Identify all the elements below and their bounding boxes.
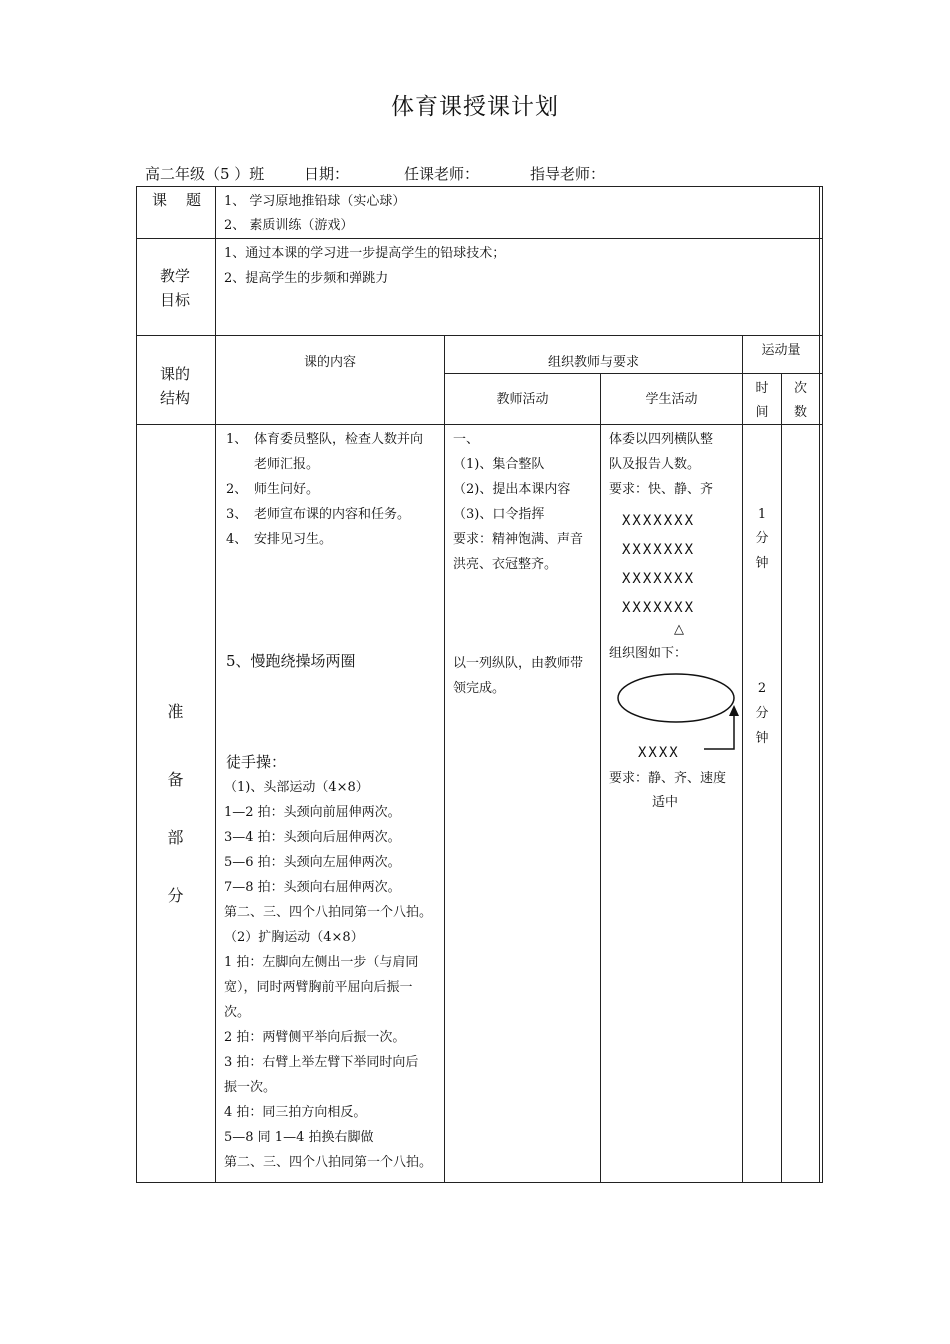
student-activity-block xyxy=(609,427,713,502)
track-oval-icon xyxy=(618,674,734,722)
topic-item-2: 2、 素质训练（游戏） xyxy=(224,218,354,233)
direction-arrow-icon xyxy=(704,715,734,749)
count-header-2: 数 xyxy=(793,405,807,420)
prep-item-4-text: 安排见习生。 xyxy=(254,532,333,547)
teacher-activity-line: （3)、口令指挥 xyxy=(453,507,545,522)
time-header-2: 间 xyxy=(755,405,769,420)
prep-item-3-text: 老师宣布课的内容和任务。 xyxy=(254,507,411,522)
teacher-activity-line: （1)、集合整队 xyxy=(453,457,545,472)
prep-label-char-3: 部 xyxy=(167,828,184,847)
prep-label-char-2: 备 xyxy=(167,770,184,789)
student-activity-header: 学生活动 xyxy=(645,392,698,407)
freehand-line: 3—4 拍：头颈向后屈伸两次。 xyxy=(224,830,401,845)
count-header-1: 次 xyxy=(793,381,807,396)
teacher-activity-line: 洪亮、衣冠整齐。 xyxy=(453,557,558,572)
content-header: 课的内容 xyxy=(303,355,356,370)
goals-label-line-1: 教学 xyxy=(160,267,191,285)
prep-label-char-4: 分 xyxy=(167,886,184,905)
page-title: 体育课授课计划 xyxy=(391,94,559,120)
time-2-unit-a: 分 xyxy=(755,706,769,721)
freehand-line: 3 拍：右臂上举左臂下举同时向后 xyxy=(224,1055,419,1070)
freehand-line: （2）扩胸运动（4×8） xyxy=(224,930,364,945)
time-2-unit-b: 钟 xyxy=(755,731,769,746)
student-activity-line: 要求：快、静、齐 xyxy=(609,482,714,497)
prep-item-1-text: 体育委员整队，检查人数并向 xyxy=(254,432,424,447)
formation-row: XXXXXXX xyxy=(622,571,696,587)
time-1-unit-a: 分 xyxy=(755,531,769,546)
student-req-line-2: 适中 xyxy=(652,795,679,810)
teacher-activity-header: 教师活动 xyxy=(496,392,549,407)
structure-label-line-2: 结构 xyxy=(160,389,191,407)
load-header: 运动量 xyxy=(761,343,801,358)
time-2-value: 2 xyxy=(757,681,767,696)
queue-formation: XXXX xyxy=(638,745,680,761)
org-diagram-label: 组织图如下： xyxy=(609,646,688,661)
formation-row: XXXXXXX xyxy=(622,542,696,558)
freehand-line: 次。 xyxy=(224,1005,251,1020)
goals-label-line-2: 目标 xyxy=(160,291,191,309)
freehand-line: 第二、三、四个八拍同第一个八拍。 xyxy=(224,905,433,920)
date-label: 日期： xyxy=(304,165,350,183)
teacher-label: 任课老师： xyxy=(404,165,480,183)
freehand-line: 4 拍：同三拍方向相反。 xyxy=(224,1105,367,1120)
goal-item-2: 2、提高学生的步频和弹跳力 xyxy=(224,271,389,286)
prep-item-2-text: 师生问好。 xyxy=(254,482,320,497)
guide-teacher-label: 指导老师： xyxy=(530,165,606,183)
freehand-lines xyxy=(224,775,432,1175)
prep-item-1-cont: 老师汇报。 xyxy=(254,457,320,472)
student-activity-line: 体委以四列横队整 xyxy=(609,432,714,447)
org-header: 组织教师与要求 xyxy=(547,355,639,370)
prep-item-4-num: 4、 xyxy=(226,532,248,547)
freehand-title: 徒手操： xyxy=(226,753,287,771)
time-1-unit-b: 钟 xyxy=(755,556,769,571)
time-header-1: 时 xyxy=(755,381,769,396)
jog-item: 5、慢跑绕操场两圈 xyxy=(226,652,356,670)
topic-label-a: 课 xyxy=(152,191,168,209)
student-activity-line: 队及报告人数。 xyxy=(609,457,701,472)
freehand-line: 7—8 拍：头颈向右屈伸两次。 xyxy=(224,880,401,895)
topic-item-1: 1、 学习原地推铅球（实心球） xyxy=(224,194,406,209)
freehand-line: 1—2 拍：头颈向前屈伸两次。 xyxy=(224,805,401,820)
teacher-activity-line: 要求：精神饱满、声音 xyxy=(453,532,584,547)
teacher-activity-block xyxy=(453,427,583,577)
teacher-activity-line: 一、 xyxy=(453,432,480,447)
freehand-line: 5—6 拍：头颈向左屈伸两次。 xyxy=(224,855,401,870)
prep-label-char-1: 准 xyxy=(167,702,184,721)
time-1-value: 1 xyxy=(757,507,767,522)
teacher-jog-line: 领完成。 xyxy=(453,681,506,696)
topic-label-b: 题 xyxy=(186,191,202,209)
formation-row: XXXXXXX xyxy=(622,600,696,616)
prep-item-2-num: 2、 xyxy=(226,482,248,497)
goal-item-1: 1、通过本课的学习进一步提高学生的铅球技术； xyxy=(224,246,506,261)
teacher-position-mark: △ xyxy=(674,622,684,637)
teacher-activity-line: （2)、提出本课内容 xyxy=(453,482,571,497)
freehand-line: （1)、头部运动（4×8） xyxy=(224,780,369,795)
grade-class: 高二年级（5 ）班 xyxy=(145,165,265,183)
freehand-line: 第二、三、四个八拍同第一个八拍。 xyxy=(224,1155,433,1170)
student-req-line-1: 要求：静、齐、速度 xyxy=(609,771,727,786)
prep-item-1-num: 1、 xyxy=(226,432,248,447)
structure-label-line-1: 课的 xyxy=(160,365,191,383)
freehand-line: 振一次。 xyxy=(224,1080,277,1095)
formation-row: XXXXXXX xyxy=(622,513,696,529)
teacher-jog-line: 以一列纵队，由教师带 xyxy=(453,656,584,671)
teacher-jog-block xyxy=(453,651,583,701)
prep-item-3-num: 3、 xyxy=(226,507,248,522)
freehand-line: 宽），同时两臂胸前平屈向后振一 xyxy=(224,980,413,995)
freehand-line: 5—8 同 1—4 拍换右脚做 xyxy=(224,1130,374,1145)
freehand-line: 2 拍：两臂侧平举向后振一次。 xyxy=(224,1030,406,1045)
freehand-line: 1 拍：左脚向左侧出一步（与肩同 xyxy=(224,955,419,970)
